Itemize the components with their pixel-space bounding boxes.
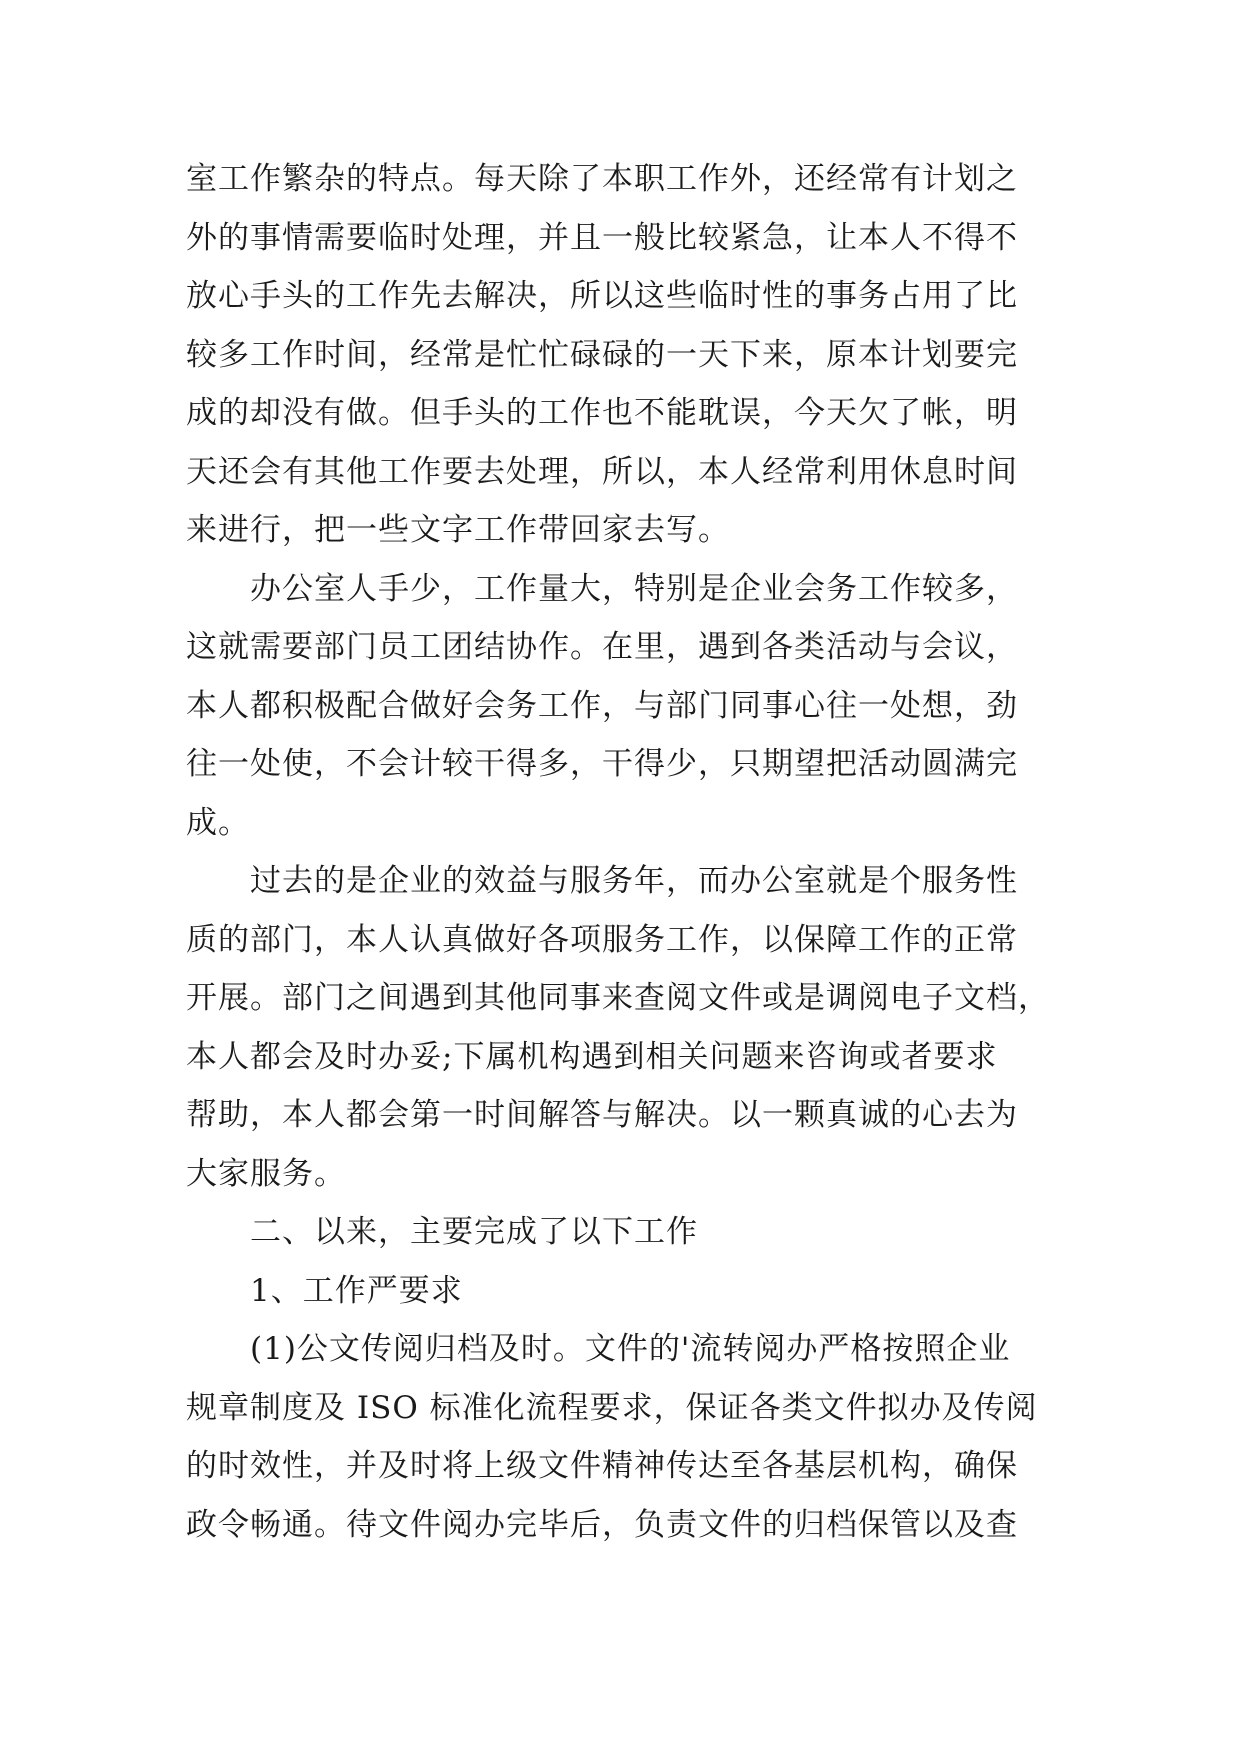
text-line: 成。: [186, 804, 250, 841]
document-body: [186, 150, 1066, 1554]
text-line: 本人都积极配合做好会务工作，与部门同事心往一处想，劲: [186, 687, 1018, 724]
text-line: 过去的是企业的效益与服务年，而办公室就是个服务性: [250, 863, 1018, 899]
text-line: 这就需要部门员工团结协作。在里，遇到各类活动与会议，: [186, 629, 1018, 665]
text-line: 帮助，本人都会第一时间解答与解决。以一颗真诚的心去为: [186, 1097, 1018, 1133]
text-line: 政令畅通。待文件阅办完毕后，负责文件的归档保管以及查: [186, 1506, 1018, 1543]
text-line: 二、以来，主要完成了以下工作: [250, 1214, 698, 1250]
text-line: 办公室人手少，工作量大，特别是企业会务工作较多，: [250, 570, 1018, 607]
text-line: 较多工作时间，经常是忙忙碌碌的一天下来，原本计划要完: [186, 336, 1018, 373]
text-line: 来进行，把一些文字工作带回家去写。: [186, 512, 730, 548]
text-line: 的时效性，并及时将上级文件精神传达至各基层机构，确保: [186, 1448, 1018, 1484]
text-line: 往一处使，不会计较干得多，干得少，只期望把活动圆满完: [186, 746, 1018, 782]
text-line: 外的事情需要临时处理，并且一般比较紧急，让本人不得不: [186, 219, 1018, 256]
text-line: 开展。部门之间遇到其他同事来查阅文件或是调阅电子文档，: [186, 980, 1050, 1016]
text-line: 放心手头的工作先去解决，所以这些临时性的事务占用了比: [186, 278, 1018, 314]
text-line: 天还会有其他工作要去处理，所以，本人经常利用休息时间: [186, 453, 1018, 490]
text-line: 1、工作严要求: [250, 1272, 463, 1309]
text-line: 规章制度及 ISO 标准化流程要求，保证各类文件拟办及传阅: [186, 1389, 1038, 1426]
text-line: 室工作繁杂的特点。每天除了本职工作外，还经常有计划之: [186, 161, 1018, 197]
text-line: 成的却没有做。但手头的工作也不能耽误，今天欠了帐，明: [186, 395, 1018, 431]
text-line: 质的部门，本人认真做好各项服务工作，以保障工作的正常: [186, 921, 1018, 958]
text-line: 本人都会及时办妥;下属机构遇到相关问题来咨询或者要求: [186, 1038, 998, 1075]
text-line: (1)公文传阅归档及时。文件的'流转阅办严格按照企业: [250, 1331, 1011, 1367]
text-line: 大家服务。: [186, 1155, 346, 1192]
